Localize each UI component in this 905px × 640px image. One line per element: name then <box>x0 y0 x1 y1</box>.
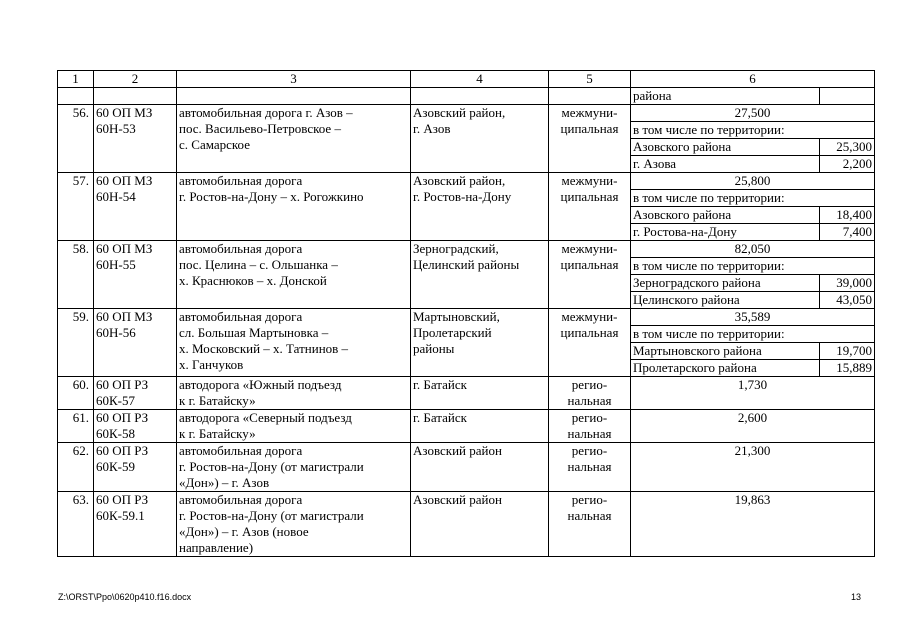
length-total: 25,800 <box>734 173 771 188</box>
road-name-line: автомобильная дорога <box>179 173 303 188</box>
road-name-line: к г. Батайску» <box>179 393 256 408</box>
road-type-line: ципальная <box>560 325 619 340</box>
road-code-line: 60 ОП МЗ <box>96 309 153 324</box>
road-name-line: г. Ростов-на-Дону – х. Рогожкино <box>179 189 364 204</box>
length-part-row <box>631 360 874 377</box>
road-area-line: Пролетарский <box>413 325 492 340</box>
road-code-line: 60 ОП РЗ <box>96 410 149 425</box>
road-type-line: межмуни- <box>561 241 618 256</box>
road-code <box>94 105 177 173</box>
road-code-line: 60К-59.1 <box>96 508 145 523</box>
length-part-name: Пролетарского района <box>631 360 820 377</box>
table-row <box>58 241 875 309</box>
road-type-line: нальная <box>567 393 612 408</box>
header-col-6: 6 <box>631 71 875 88</box>
length-total: 82,050 <box>734 241 771 256</box>
road-type-line: ципальная <box>560 257 619 272</box>
road-name-line: к г. Батайску» <box>179 426 256 441</box>
road-code <box>94 443 177 492</box>
road-area-line: Зерноградский, <box>413 241 499 256</box>
header-col-3: 3 <box>177 71 411 88</box>
header-col-5: 5 <box>549 71 631 88</box>
length-total-row <box>631 443 874 459</box>
length-part-value: 25,300 <box>820 139 875 156</box>
length-note: в том числе по территории: <box>631 122 874 139</box>
row-number: 57. <box>58 173 94 241</box>
road-length-cell <box>631 173 875 241</box>
table-row <box>58 173 875 241</box>
row-number: 56. <box>58 105 94 173</box>
road-area-line: г. Азов <box>413 121 451 136</box>
length-breakdown <box>631 105 874 172</box>
road-code <box>94 377 177 410</box>
table-row <box>58 309 875 377</box>
road-code-line: 60 ОП РЗ <box>96 492 149 507</box>
road-name-line: автомобильная дорога г. Азов – <box>179 105 353 120</box>
road-type-line: регио- <box>571 443 608 458</box>
road-area-line: Азовский район <box>413 492 502 507</box>
road-area-line: г. Батайск <box>413 410 467 425</box>
length-breakdown <box>631 241 874 308</box>
length-note-row <box>631 258 874 275</box>
length-part-row <box>631 207 874 224</box>
road-type-line: ципальная <box>560 189 619 204</box>
road-type-line: межмуни- <box>561 173 618 188</box>
road-length-cell <box>631 377 875 410</box>
road-name-line: «Дон») – г. Азов (новое <box>179 524 309 539</box>
road-area-line: г. Батайск <box>413 377 467 392</box>
road-name-line: пос. Васильево-Петровское – <box>179 121 341 136</box>
road-name-line: с. Самарское <box>179 137 250 152</box>
road-type <box>549 377 631 410</box>
table-row <box>58 105 875 173</box>
road-name <box>177 173 411 241</box>
length-part-name: г. Азова <box>631 156 820 173</box>
road-code <box>94 309 177 377</box>
header-col-2: 2 <box>94 71 177 88</box>
road-name-line: пос. Целина – с. Ольшанка – <box>179 257 338 272</box>
road-length-cell <box>631 492 875 557</box>
road-area-line: районы <box>413 341 455 356</box>
length-total: 19,863 <box>734 492 771 507</box>
road-name-line: автодорога «Южный подъезд <box>179 377 342 392</box>
road-code <box>94 173 177 241</box>
table-row <box>58 377 875 410</box>
header-col-1: 1 <box>58 71 94 88</box>
road-type <box>549 492 631 557</box>
road-length-cell <box>631 241 875 309</box>
length-part-value: 19,700 <box>820 343 875 360</box>
road-code-line: 60 ОП РЗ <box>96 443 149 458</box>
road-name-line: х. Ганчуков <box>179 357 244 372</box>
road-code-line: 60 ОП МЗ <box>96 173 153 188</box>
road-area-line: Азовский район, <box>413 105 506 120</box>
length-breakdown <box>631 492 874 508</box>
road-type-line: нальная <box>567 508 612 523</box>
road-name-line: г. Ростов-на-Дону (от магистрали <box>179 508 364 523</box>
road-area-line: г. Ростов-на-Дону <box>413 189 512 204</box>
road-type <box>549 173 631 241</box>
length-part-value: 2,200 <box>820 156 875 173</box>
length-total-row <box>631 377 874 393</box>
road-name-line: автодорога «Северный подъезд <box>179 410 352 425</box>
length-part-name: Азовского района <box>631 139 820 156</box>
row-number: 59. <box>58 309 94 377</box>
row-number: 60. <box>58 377 94 410</box>
length-part-name: Мартыновского района <box>631 343 820 360</box>
header-row <box>58 71 875 88</box>
road-name-line: сл. Большая Мартыновка – <box>179 325 329 340</box>
road-name <box>177 309 411 377</box>
road-name-line: «Дон») – г. Азов <box>179 475 270 490</box>
continuation-cell <box>631 88 875 105</box>
road-type <box>549 410 631 443</box>
road-name <box>177 241 411 309</box>
length-part-row <box>631 224 874 241</box>
road-length-cell <box>631 309 875 377</box>
length-total-row <box>631 309 874 326</box>
road-code-line: 60Н-55 <box>96 257 136 272</box>
road-area <box>411 492 549 557</box>
footer-page-number: 13 <box>850 592 861 602</box>
road-code-line: 60 ОП РЗ <box>96 377 149 392</box>
length-total-row <box>631 492 874 508</box>
length-part-name: Зерноградского района <box>631 275 820 292</box>
length-note: в том числе по территории: <box>631 258 874 275</box>
length-part-value: 43,050 <box>820 292 875 309</box>
road-code-line: 60К-57 <box>96 393 135 408</box>
length-total-row <box>631 105 874 122</box>
row-number: 58. <box>58 241 94 309</box>
table-row <box>58 443 875 492</box>
road-area-line: Целинский районы <box>413 257 520 272</box>
road-name <box>177 377 411 410</box>
length-breakdown <box>631 309 874 376</box>
footer-file-path: Z:\ORST\Ppo\0620p410.f16.docx <box>58 592 192 602</box>
length-total: 35,589 <box>734 309 771 324</box>
length-total-row <box>631 173 874 190</box>
length-breakdown <box>631 377 874 393</box>
road-code <box>94 492 177 557</box>
length-part-name: г. Ростова-на-Дону <box>631 224 820 241</box>
road-type-line: нальная <box>567 426 612 441</box>
road-area <box>411 410 549 443</box>
row-number: 61. <box>58 410 94 443</box>
length-part-value: 15,889 <box>820 360 875 377</box>
length-note-row <box>631 190 874 207</box>
length-part-value: 18,400 <box>820 207 875 224</box>
length-total-row <box>631 410 874 426</box>
length-part-row <box>631 275 874 292</box>
road-type-line: межмуни- <box>561 105 618 120</box>
road-area <box>411 443 549 492</box>
road-area <box>411 309 549 377</box>
road-name-line: автомобильная дорога <box>179 309 303 324</box>
road-length-cell <box>631 105 875 173</box>
length-breakdown <box>631 173 874 240</box>
length-part-name: Азовского района <box>631 207 820 224</box>
road-type-line: нальная <box>567 459 612 474</box>
road-code-line: 60Н-53 <box>96 121 136 136</box>
road-code <box>94 410 177 443</box>
length-total-row <box>631 241 874 258</box>
road-type-line: межмуни- <box>561 309 618 324</box>
road-name-line: автомобильная дорога <box>179 443 303 458</box>
length-part-value: 7,400 <box>820 224 875 241</box>
length-total: 2,600 <box>737 410 768 425</box>
road-code-line: 60Н-54 <box>96 189 136 204</box>
road-type <box>549 105 631 173</box>
road-name-line: х. Московский – х. Татнинов – <box>179 341 349 356</box>
road-area <box>411 173 549 241</box>
length-part-row <box>631 156 874 173</box>
road-length-cell <box>631 410 875 443</box>
road-name <box>177 492 411 557</box>
road-area <box>411 377 549 410</box>
length-note: в том числе по территории: <box>631 190 874 207</box>
length-note: в том числе по территории: <box>631 326 874 343</box>
road-code-line: 60 ОП МЗ <box>96 105 153 120</box>
road-name <box>177 410 411 443</box>
road-name <box>177 443 411 492</box>
row-number: 63. <box>58 492 94 557</box>
road-area-line: Азовский район <box>413 443 502 458</box>
road-type-line: регио- <box>571 377 608 392</box>
length-total: 21,300 <box>734 443 771 458</box>
length-breakdown <box>631 410 874 426</box>
road-area-line: Азовский район, <box>413 173 506 188</box>
length-note-row <box>631 326 874 343</box>
road-type-line: регио- <box>571 492 608 507</box>
road-name-line: направление) <box>179 540 254 555</box>
length-total: 1,730 <box>737 377 768 392</box>
road-code-line: 60К-59 <box>96 459 135 474</box>
road-area <box>411 241 549 309</box>
length-part-row <box>631 139 874 156</box>
length-part-value: 39,000 <box>820 275 875 292</box>
table-row <box>58 492 875 557</box>
road-name-line: автомобильная дорога <box>179 492 303 507</box>
length-part-row <box>631 292 874 309</box>
road-type <box>549 241 631 309</box>
road-name-line: х. Краснюков – х. Донской <box>179 273 327 288</box>
length-total: 27,500 <box>734 105 771 120</box>
header-col-4: 4 <box>411 71 549 88</box>
road-type-line: ципальная <box>560 121 619 136</box>
continuation-row <box>58 88 875 105</box>
length-part-row <box>631 343 874 360</box>
road-type <box>549 309 631 377</box>
road-code <box>94 241 177 309</box>
road-area <box>411 105 549 173</box>
road-name-line: автомобильная дорога <box>179 241 303 256</box>
road-name <box>177 105 411 173</box>
table-row <box>58 410 875 443</box>
road-area-line: Мартыновский, <box>413 309 500 324</box>
road-type <box>549 443 631 492</box>
road-name-line: г. Ростов-на-Дону (от магистрали <box>179 459 364 474</box>
continuation-text: района <box>633 88 672 103</box>
road-code-line: 60К-58 <box>96 426 135 441</box>
row-number: 62. <box>58 443 94 492</box>
road-code-line: 60 ОП МЗ <box>96 241 153 256</box>
length-note-row <box>631 122 874 139</box>
road-type-line: регио- <box>571 410 608 425</box>
road-length-cell <box>631 443 875 492</box>
length-part-name: Целинского района <box>631 292 820 309</box>
road-code-line: 60Н-56 <box>96 325 136 340</box>
length-breakdown <box>631 443 874 459</box>
roads-table <box>57 70 875 557</box>
